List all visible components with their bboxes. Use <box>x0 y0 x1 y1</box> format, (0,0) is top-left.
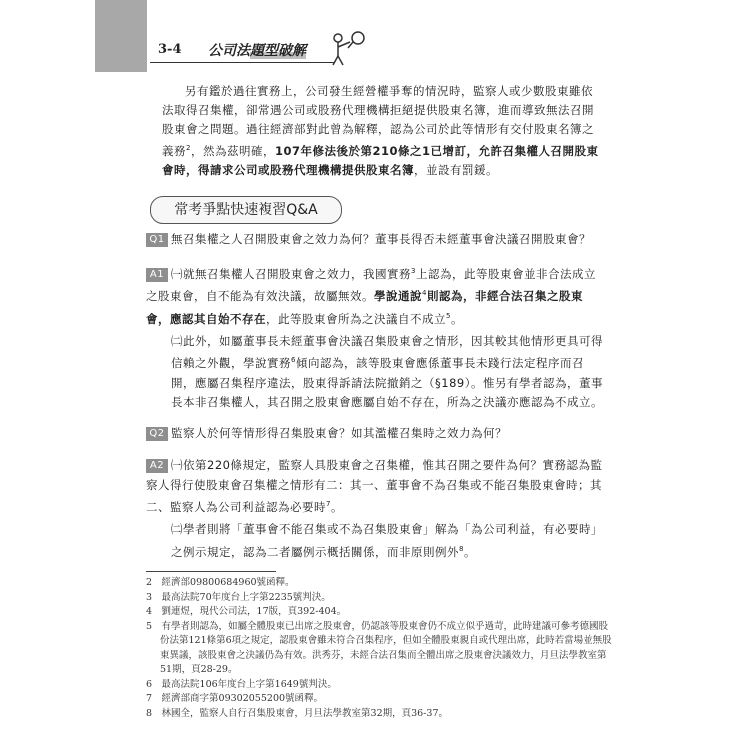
answer-1 <box>146 262 606 413</box>
footnote: 3 最高法院70年度台上字第2235號判決。 <box>146 591 331 603</box>
title-highlight: 題型破解 <box>250 43 306 59</box>
page-number: 3-4 <box>158 42 182 57</box>
question-text: 無召集權之人召開股東會之效力為何？董事長得否未經董事會決議召開股東會？ <box>171 232 591 246</box>
footnote-ref: 2 <box>186 144 191 152</box>
question-2 <box>146 424 606 444</box>
q2-tag: Q2 <box>146 427 168 441</box>
footnote: 8 林國全，監察人自行召集股東會，月旦法學教室第32期，頁36-37。 <box>146 707 449 719</box>
answer-2-point-1: A2 ㈠依第220條規定，監察人具股東會之召集權，惟其召開之要件為何？實務認為監察人得行使股東會召集權之情形有二：其一、董事會不為召集或不能召集股東會時；其二、監察人為公司利益認為必要時$^7$。 <box>146 458 603 514</box>
page-header <box>150 30 600 70</box>
answer-2-point-2: ㈡學者則將「董事會不能召集或不為召集股東會」解為「為公司利益，有必要時」之例示規定，認為二者屬例示概括關係，而非原則例外$^8$。 <box>171 522 603 559</box>
q1-tag: Q1 <box>146 233 168 247</box>
footnote: 2 經濟部09800684960號函釋。 <box>146 577 295 588</box>
footnote: 5 有學者則認為，如屬全體股東已出席之股東會，仍認該等股東會仍不成立似乎過苛，此時建議可參考德國股份法第121條第6項之規定，認股東會雖未符合召集程序，但如全體股東親自或代理出席，此時若當場並無股東異議，該股東會之決議仍為有效。洪秀芬，未經合法召集而全體出席之股東會決議效力，月旦法學教室第51期，頁28-29。 <box>146 620 612 675</box>
answer-1-point-1: A1 ㈠就無召集權人召開股東會之效力，我國實務$^3$上認為，此等股東會並非合法成立之股東會，自不能為有效決議，故屬無效。學說通說$^4$則認為，非經合法召集之股東會，應認其自始不存在，此等股東會所為之決議自不成立$^5$。 <box>146 266 596 326</box>
question-1 <box>146 230 606 250</box>
page-tab-marker <box>95 0 147 72</box>
key-mascot-icon <box>328 30 368 68</box>
title-prefix: 公司法 <box>208 43 250 59</box>
running-title <box>208 40 306 60</box>
a1-tag: A1 <box>146 268 168 282</box>
answer-2 <box>146 456 606 562</box>
a2-tag: A2 <box>146 459 168 473</box>
answer-1-point-2: ㈡此外，如屬董事長未經董事會決議召集股東會之情形，因其較其他情形更具可得信賴之外觀，學說實務$^6$傾向認為，該等股東會應係董事長未踐行法定程序而召開，應屬召集程序違法，股東得訴請法院撤銷之（§189）。惟另有學者認為，董事長本非召集權人，其召開之股東會應屬自始不存在，所為之決議亦應認為不成立。 <box>171 333 603 410</box>
footnote: 7 經濟部商字第09302055200號函釋。 <box>146 693 324 704</box>
footnote-divider <box>146 571 276 572</box>
footnote: 4 劉連煜，現代公司法，17版，頁392-404。 <box>146 606 347 617</box>
footnote: 6 最高法院106年度台上字第1649號判決。 <box>146 678 337 690</box>
header-rule <box>150 62 335 63</box>
footnotes <box>146 576 614 721</box>
intro-paragraph: 另有鑑於過往實務上，公司發生經營權爭奪的情況時，監察人或少數股東雖依法取得召集權，卻常遇公司或股務代理機構拒絕提供股東名簿，進而導致無法召開股東會之問題。過往經濟部對此曾為解釋，認為公司於此等情形有交付股東名簿之義務$^2$，然為茲明確，107年修法後於第210條之1已增訂，允許召集權人召開股東會時，得請求公司或股務代理機構提供股東名簿，並設有罰鍰。 <box>162 84 599 177</box>
qa-section-title: 常考爭點快速複習Q&A <box>150 196 342 224</box>
question-text: 監察人於何等情形得召集股東會？如其濫權召集時之效力為何？ <box>171 426 507 440</box>
